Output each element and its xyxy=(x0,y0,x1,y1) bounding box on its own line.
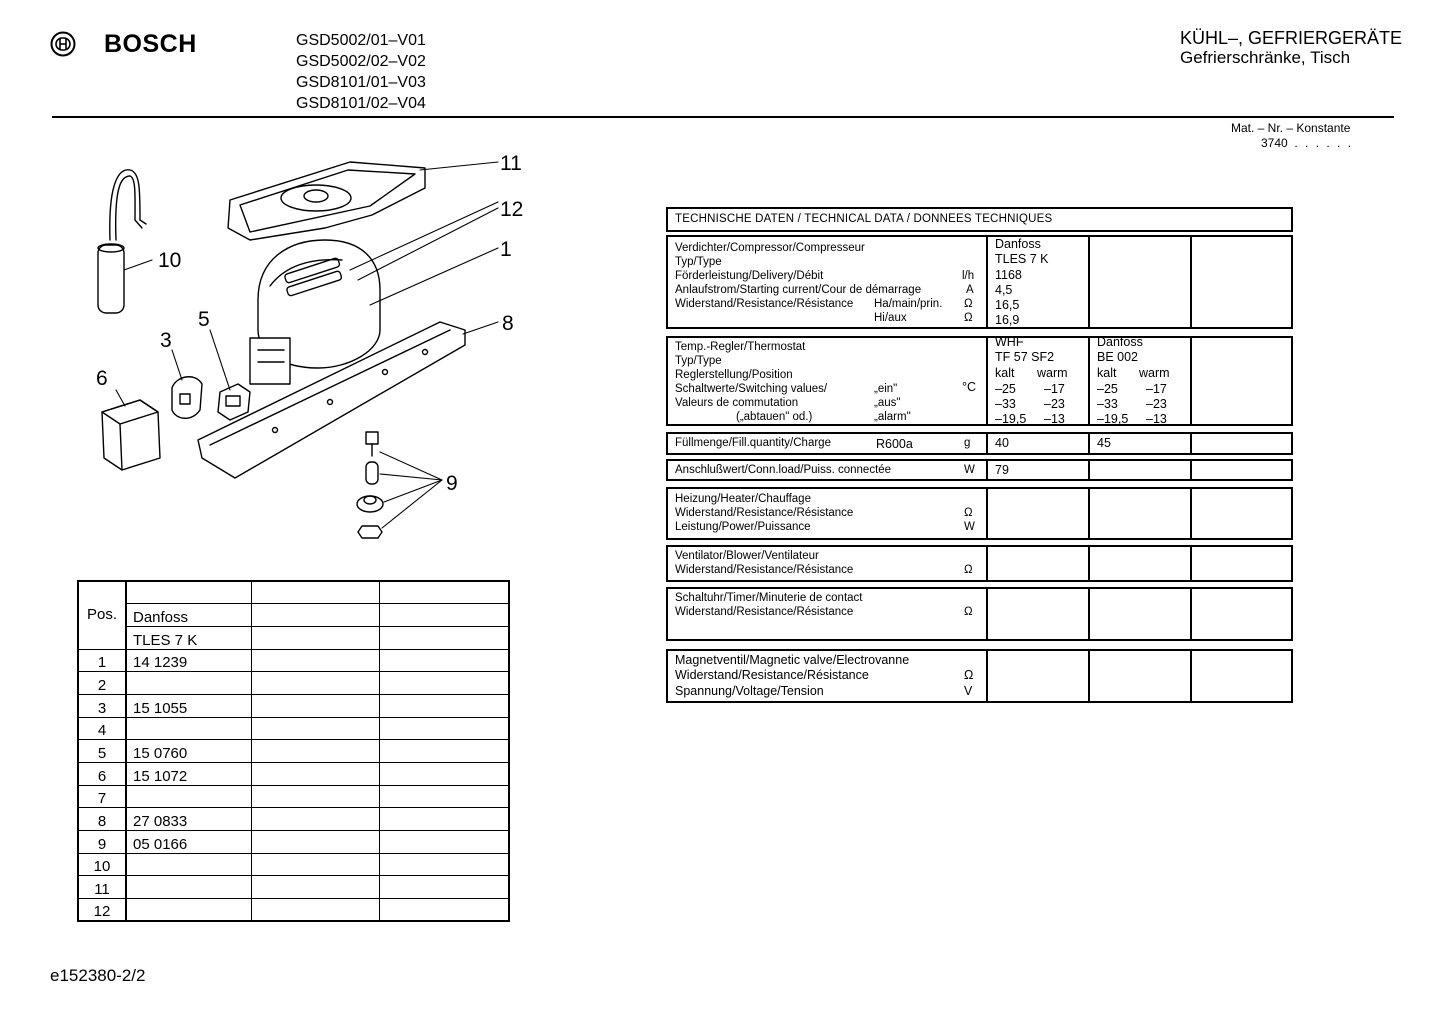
pos-cell: 2 xyxy=(78,672,126,695)
power-unit: W xyxy=(964,521,975,533)
thermostat-a-off-cold: –33 xyxy=(995,397,1016,411)
thermostat-b-maker: Danfoss xyxy=(1097,335,1143,349)
resistance-unit: Ω xyxy=(964,606,973,618)
switching-values-label: Schaltwerte/Switching values/ xyxy=(675,383,828,395)
resistance-label: Widerstand/Resistance/Résistance xyxy=(675,507,854,519)
pos-cell: 1 xyxy=(78,649,126,672)
pos-cell: 8 xyxy=(78,808,126,831)
resistance-label: Widerstand/Resistance/Résistance xyxy=(675,606,854,618)
thermostat-a-type: TF 57 SF2 xyxy=(995,350,1055,364)
part-number-cell: 05 0166 xyxy=(126,831,251,854)
callout-10: 10 xyxy=(158,249,182,272)
clip-part xyxy=(172,377,202,419)
table-row xyxy=(78,626,509,649)
on-label: „ein" xyxy=(874,383,898,395)
charge-value-a: 40 xyxy=(995,436,1009,450)
connected-load-label: Anschlußwert/Conn.load/Puiss. connectée xyxy=(675,464,892,476)
part-number-cell xyxy=(126,785,251,808)
connected-load-unit: W xyxy=(964,464,975,476)
resistance-unit: Ω xyxy=(964,668,974,682)
model-number: GSD8101/02–V04 xyxy=(296,95,426,112)
drip-tray-part xyxy=(228,162,425,240)
pos-cell: 12 xyxy=(78,899,126,922)
blower-label: Ventilator/Blower/Ventilateur xyxy=(675,550,819,562)
thermostat-b-alarm-warm: –13 xyxy=(1146,412,1167,426)
part-number-cell xyxy=(126,717,251,740)
document-number: e152380-2/2 xyxy=(50,966,146,985)
part-number-cell: 14 1239 xyxy=(126,649,251,672)
technical-data-title: TECHNISCHE DATEN / TECHNICAL DATA / DONNEES TECHNIQUES xyxy=(666,207,1293,232)
thermostat-a-cold-label: kalt xyxy=(995,366,1015,380)
resistance-main-label: Ha/main/prin. xyxy=(874,298,943,310)
starting-current-unit: A xyxy=(966,284,974,296)
resistance-aux-unit: Ω xyxy=(964,312,973,324)
compressor-section xyxy=(666,235,1293,329)
voltage-unit: V xyxy=(964,684,973,698)
voltage-label: Spannung/Voltage/Tension xyxy=(675,684,824,698)
pos-cell: 7 xyxy=(78,785,126,808)
delivery-unit: l/h xyxy=(962,270,975,282)
table-row xyxy=(78,785,509,808)
compressor-type-value: TLES 7 K xyxy=(995,252,1049,266)
exploded-parts-diagram xyxy=(80,140,540,550)
model-number: GSD5002/02–V02 xyxy=(296,53,426,70)
magnetic-valve-label: Magnetventil/Magnetic valve/Electrovanne xyxy=(675,653,910,667)
capacitor-part xyxy=(98,170,146,313)
starting-current-label: Anlaufstrom/Starting current/Cour de démarrage xyxy=(675,284,922,296)
type-cell: TLES 7 K xyxy=(126,626,251,649)
thermostat-label: Temp.-Regler/Thermostat xyxy=(675,341,806,353)
thermostat-a-off-warm: –23 xyxy=(1044,397,1065,411)
category-title: KÜHL–, GEFRIERGERÄTE xyxy=(1180,28,1403,48)
charge-value-b: 45 xyxy=(1097,436,1111,450)
pos-cell: 11 xyxy=(78,876,126,899)
thermostat-b-on-cold: –25 xyxy=(1097,382,1118,396)
blower-section xyxy=(666,545,1293,582)
resistance-main-unit: Ω xyxy=(964,298,973,310)
temperature-unit: °C xyxy=(962,380,977,394)
resistance-main-value: 16,5 xyxy=(995,298,1020,312)
resistance-aux-label: Hi/aux xyxy=(874,312,907,324)
timer-section xyxy=(666,587,1293,641)
brand-name: BOSCH xyxy=(104,30,197,58)
table-row xyxy=(78,604,509,627)
pos-cell: 3 xyxy=(78,694,126,717)
model-number: GSD5002/01–V01 xyxy=(296,32,426,49)
thermostat-section xyxy=(666,336,1293,426)
delivery-label: Förderleistung/Delivery/Débit xyxy=(675,270,824,282)
callout-1: 1 xyxy=(500,238,512,261)
part-number-cell xyxy=(126,899,251,922)
table-row xyxy=(78,763,509,786)
heater-section xyxy=(666,487,1293,540)
power-label: Leistung/Power/Puissance xyxy=(675,521,811,533)
refrigerant-value: R600a xyxy=(876,437,913,451)
mat-nr-label: Mat. – Nr. – Konstante xyxy=(1231,121,1351,135)
part-number-cell: 27 0833 xyxy=(126,808,251,831)
part-number-cell: 15 1072 xyxy=(126,763,251,786)
off-label: „aus" xyxy=(874,397,901,409)
table-row xyxy=(78,694,509,717)
charge-section xyxy=(666,432,1293,455)
magnetic-valve-section xyxy=(666,649,1293,703)
table-row xyxy=(78,899,509,922)
compressor-part xyxy=(250,240,380,384)
table-row xyxy=(78,808,509,831)
resistance-unit: Ω xyxy=(964,507,973,519)
parts-table xyxy=(77,580,510,922)
table-row xyxy=(78,581,509,604)
table-row xyxy=(78,876,509,899)
callout-6: 6 xyxy=(96,367,108,390)
part-number-cell: 15 1055 xyxy=(126,694,251,717)
thermostat-b-off-warm: –23 xyxy=(1146,397,1167,411)
resistance-label: Widerstand/Resistance/Résistance xyxy=(675,298,854,310)
mat-nr-value-row xyxy=(1231,136,1353,151)
resistance-label: Widerstand/Resistance/Résistance xyxy=(675,668,869,682)
mat-nr-value: 3740 xyxy=(1261,136,1288,150)
thermostat-a-alarm-cold: –19,5 xyxy=(995,412,1027,426)
model-list xyxy=(296,30,426,114)
delivery-value: 1168 xyxy=(995,268,1022,282)
table-row xyxy=(78,649,509,672)
pos-header: Pos. xyxy=(78,581,126,649)
pos-cell: 6 xyxy=(78,763,126,786)
pos-cell: 4 xyxy=(78,717,126,740)
part-number-cell xyxy=(126,672,251,695)
mat-nr-dots: . . . . . . xyxy=(1294,136,1354,150)
charge-label: Füllmenge/Fill.quantity/Charge xyxy=(675,437,831,449)
commutation-label: Valeurs de commutation xyxy=(675,397,799,409)
resistance-unit: Ω xyxy=(964,564,973,576)
thermostat-b-warm-label: warm xyxy=(1139,366,1170,380)
callout-8: 8 xyxy=(502,312,514,335)
table-row xyxy=(78,740,509,763)
thermostat-a-alarm-warm: –13 xyxy=(1044,412,1065,426)
part-number-cell xyxy=(126,876,251,899)
timer-label: Schaltuhr/Timer/Minuterie de contact xyxy=(675,592,863,604)
connected-load-section xyxy=(666,459,1293,481)
resistance-label: Widerstand/Resistance/Résistance xyxy=(675,564,854,576)
heater-label: Heizung/Heater/Chauffage xyxy=(675,493,811,505)
bosch-armature-icon xyxy=(50,31,76,57)
charge-unit: g xyxy=(964,437,971,449)
compressor-label: Verdichter/Compressor/Compresseur xyxy=(675,242,865,254)
category-subtitle: Gefrierschränke, Tisch xyxy=(1180,48,1351,67)
thermostat-a-on-cold: –25 xyxy=(995,382,1016,396)
pos-cell: 5 xyxy=(78,740,126,763)
bosch-logo xyxy=(50,30,250,62)
pos-cell: 10 xyxy=(78,853,126,876)
pos-cell: 9 xyxy=(78,831,126,854)
model-number: GSD8101/01–V03 xyxy=(296,74,426,91)
material-number-constant xyxy=(1231,121,1353,151)
callout-5: 5 xyxy=(198,308,210,331)
defrost-label: („abtauen" od.) xyxy=(736,411,813,423)
table-row xyxy=(78,717,509,740)
thermostat-b-off-cold: –33 xyxy=(1097,397,1118,411)
table-row xyxy=(78,853,509,876)
position-label: Reglerstellung/Position xyxy=(675,369,793,381)
callout-3: 3 xyxy=(160,329,172,352)
thermostat-b-alarm-cold: –19,5 xyxy=(1097,412,1129,426)
starting-current-value: 4,5 xyxy=(995,283,1013,297)
mounting-hardware-part xyxy=(357,432,383,538)
compressor-maker-value: Danfoss xyxy=(995,237,1041,251)
type-label: Typ/Type xyxy=(675,256,722,268)
part-number-cell: 15 0760 xyxy=(126,740,251,763)
thermostat-a-on-warm: –17 xyxy=(1044,382,1065,396)
alarm-label: „alarm" xyxy=(874,411,911,423)
thermostat-a-warm-label: warm xyxy=(1037,366,1068,380)
resistance-aux-value: 16,9 xyxy=(995,313,1020,327)
thermostat-a-maker: WHF xyxy=(995,335,1024,349)
type-label: Typ/Type xyxy=(675,355,722,367)
relay-cover-part xyxy=(102,400,160,470)
protector-part xyxy=(218,384,250,420)
connected-load-value: 79 xyxy=(995,463,1009,477)
callout-11: 11 xyxy=(500,152,522,175)
callout-9: 9 xyxy=(446,472,458,495)
thermostat-b-on-warm: –17 xyxy=(1146,382,1167,396)
thermostat-b-type: BE 002 xyxy=(1097,350,1139,364)
table-row xyxy=(78,831,509,854)
part-number-cell xyxy=(126,853,251,876)
thermostat-b-cold-label: kalt xyxy=(1097,366,1117,380)
callout-12: 12 xyxy=(500,198,524,221)
table-row xyxy=(78,672,509,695)
appliance-category xyxy=(1180,29,1402,67)
header-divider xyxy=(52,116,1394,118)
manufacturer-cell: Danfoss xyxy=(126,604,251,627)
base-rail-part xyxy=(198,322,465,478)
